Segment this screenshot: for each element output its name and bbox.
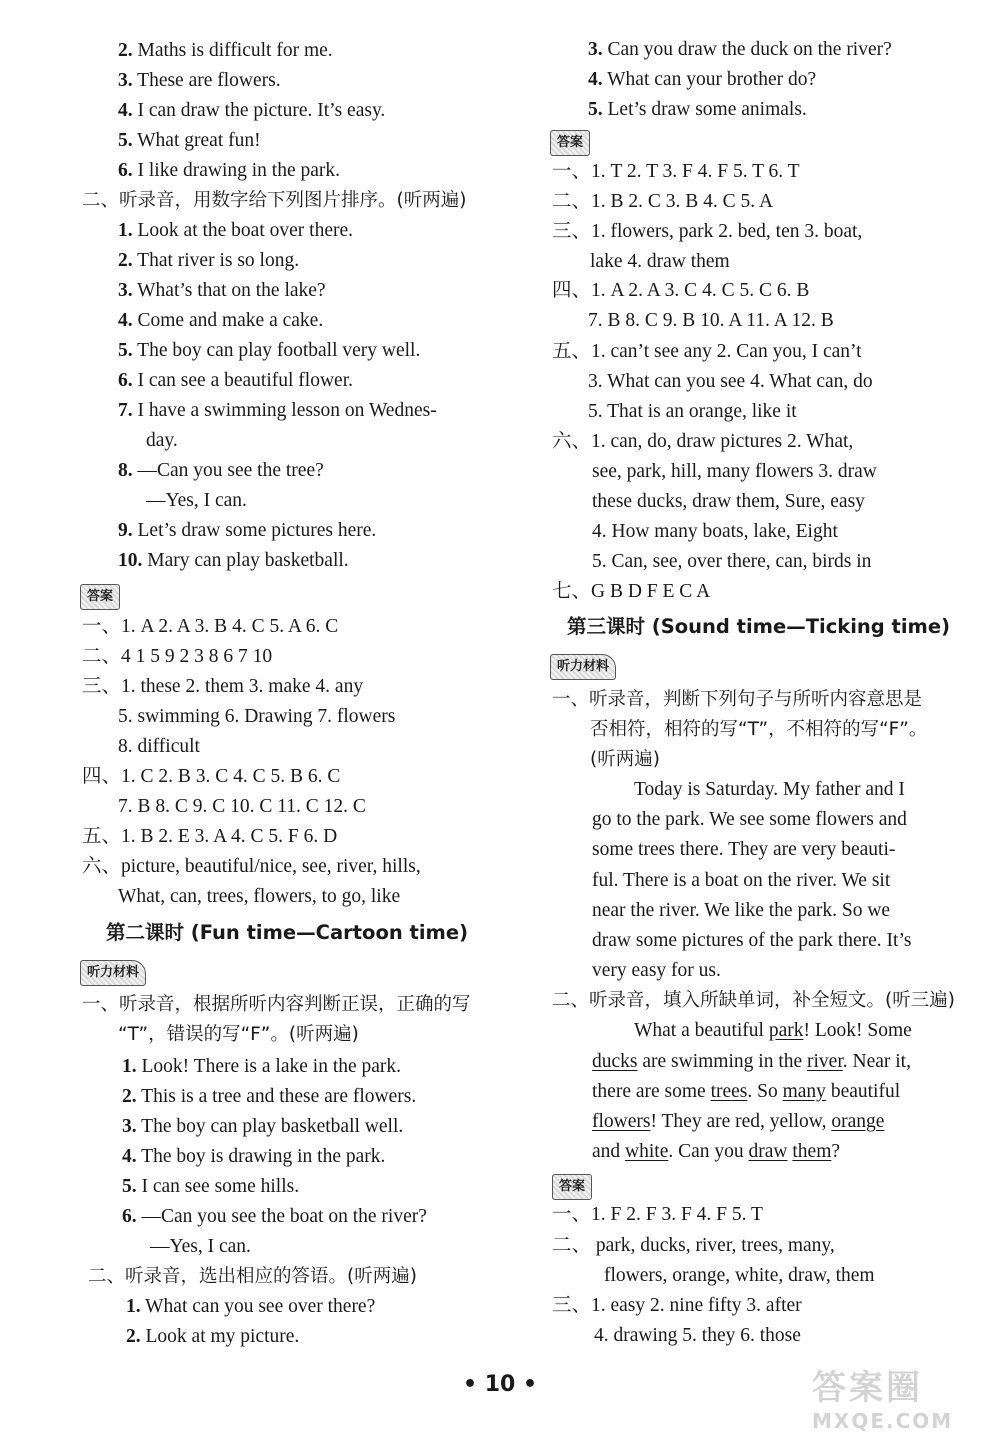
paragraph-line: go to the park. We see some flowers and [592,809,907,830]
page-number: • 10 • [462,1372,538,1397]
answer-line: 4. How many boats, lake, Eight [592,521,838,542]
list-item: 4. What can your brother do? [588,69,817,90]
answer-line: 5. swimming 6. Drawing 7. flowers [118,706,396,727]
list-item: 3. The boy can play basketball well. [122,1116,404,1137]
cloze-line: ducks are swimming in the river. Near it, [592,1051,911,1072]
answer-line: 5. That is an orange, like it [588,401,797,422]
list-item: 6. I like drawing in the park. [118,160,341,181]
list-item: —Yes, I can. [146,490,247,511]
list-item: 1. Look! There is a lake in the park. [122,1056,402,1077]
watermark-logo: 答案圈 MXQE.COM [812,1368,954,1433]
list-item: 3. These are flowers. [118,70,281,91]
answer-line: 四、1. C 2. B 3. C 4. C 5. B 6. C [82,766,341,787]
listening-tag: 听力材料 [550,654,616,680]
question-heading: “T”，错误的写“F”。(听两遍) [118,1024,359,1045]
list-item: 5. I can see some hills. [122,1176,300,1197]
list-item: 4. Come and make a cake. [118,310,324,331]
paragraph-line: very easy for us. [592,960,721,981]
answer-line: 三、1. these 2. them 3. make 4. any [82,676,364,697]
cloze-line: there are some trees. So many beautiful [592,1081,901,1102]
list-item: 3. Can you draw the duck on the river? [588,39,892,60]
answer-line: 7. B 8. C 9. B 10. A 11. A 12. B [588,310,834,331]
answer-tag: 答案 [552,1174,592,1200]
answer-line: lake 4. draw them [590,251,730,272]
cloze-line: flowers! They are red, yellow, orange [592,1111,885,1132]
answer-line: 六、1. can, do, draw pictures 2. What, [552,431,854,452]
cloze-line: and white. Can you draw them? [592,1141,841,1162]
section-title: 第二课时 (Fun time—Cartoon time) [106,921,468,944]
list-item: 10. Mary can play basketball. [118,550,349,571]
answer-line: What, can, trees, flowers, to go, like [118,886,401,907]
list-item: 9. Let’s draw some pictures here. [118,520,377,541]
list-item: 1. What can you see over there? [126,1296,376,1317]
answer-line: 五、1. B 2. E 3. A 4. C 5. F 6. D [82,826,338,847]
answer-line: 一、1. A 2. A 3. B 4. C 5. A 6. C [82,616,339,637]
list-item: 6. I can see a beautiful flower. [118,370,353,391]
list-item: 3. What’s that on the lake? [118,280,326,301]
answer-line: these ducks, draw them, Sure, easy [592,491,865,512]
paragraph-line: draw some pictures of the park there. It’s [592,930,912,951]
list-item: day. [146,430,178,451]
answer-line: 5. Can, see, over there, can, birds in [592,551,872,572]
list-item: 8. —Can you see the tree? [118,460,324,481]
paragraph-line: Today is Saturday. My father and I [634,779,905,800]
answer-line: flowers, orange, white, draw, them [604,1265,875,1286]
answer-line: 六、picture, beautiful/nice, see, river, hills, [82,856,421,877]
question-heading: (听两遍) [590,749,660,770]
list-item: —Yes, I can. [150,1236,251,1257]
answer-line: 一、1. T 2. T 3. F 4. F 5. T 6. T [552,161,800,182]
answer-line: 8. difficult [118,736,200,757]
answer-line: 4. drawing 5. they 6. those [594,1325,801,1346]
list-item: 4. The boy is drawing in the park. [122,1146,386,1167]
question-heading: 一、听录音，判断下列句子与所听内容意思是 [552,689,923,710]
question-heading: 二、听录音，用数字给下列图片排序。(听两遍) [82,190,467,211]
answer-line: 二、 park, ducks, river, trees, many, [552,1235,835,1256]
list-item: 2. This is a tree and these are flowers. [122,1086,417,1107]
list-item: 6. —Can you see the boat on the river? [122,1206,427,1227]
paragraph-line: near the river. We like the park. So we [592,900,891,921]
answer-line: 三、1. flowers, park 2. bed, ten 3. boat, [552,221,863,242]
answer-line: 三、1. easy 2. nine fifty 3. after [552,1295,802,1316]
paragraph-line: some trees there. They are very beauti- [592,839,896,860]
answer-line: 一、1. F 2. F 3. F 4. F 5. T [552,1204,763,1225]
answer-line: 五、1. can’t see any 2. Can you, I can’t [552,341,862,362]
paragraph-line: ful. There is a boat on the river. We sit [592,870,891,891]
section-title: 第三课时 (Sound time—Ticking time) [567,615,950,638]
cloze-line: What a beautiful park! Look! Some [634,1020,912,1041]
answer-line: 7. B 8. C 9. C 10. C 11. C 12. C [118,796,366,817]
list-item: 5. Let’s draw some animals. [588,99,807,120]
list-item: 2. Look at my picture. [126,1326,300,1347]
listening-tag: 听力材料 [80,960,146,986]
answer-line: 四、1. A 2. A 3. C 4. C 5. C 6. B [552,280,810,301]
answer-line: see, park, hill, many flowers 3. draw [592,461,877,482]
list-item: 4. I can draw the picture. It’s easy. [118,100,386,121]
list-item: 2. That river is so long. [118,250,300,271]
answer-line: 二、1. B 2. C 3. B 4. C 5. A [552,191,774,212]
list-item: 5. What great fun! [118,130,261,151]
answer-tag: 答案 [550,130,590,156]
answer-tag: 答案 [80,584,120,610]
question-heading: 一、听录音，根据所听内容判断正误，正确的写 [82,994,471,1015]
question-heading: 二、听录音，选出相应的答语。(听两遍) [88,1266,417,1287]
answer-line: 七、G B D F E C A [552,581,711,602]
answer-line: 3. What can you see 4. What can, do [588,371,873,392]
list-item: 7. I have a swimming lesson on Wednes- [118,400,437,421]
answer-line: 二、4 1 5 9 2 3 8 6 7 10 [82,646,273,667]
list-item: 2. Maths is difficult for me. [118,40,333,61]
question-heading: 二、听录音，填入所缺单词，补全短文。(听三遍) [552,990,955,1011]
list-item: 1. Look at the boat over there. [118,220,353,241]
list-item: 5. The boy can play football very well. [118,340,421,361]
question-heading: 否相符，相符的写“T”，不相符的写“F”。 [590,719,928,740]
